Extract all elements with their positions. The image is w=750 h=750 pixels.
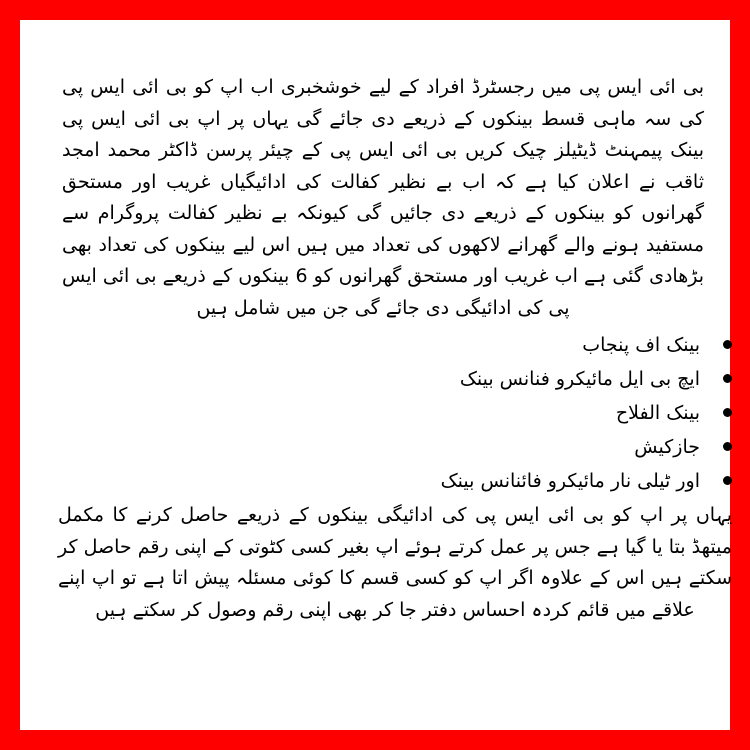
bank-name: جازکیش (634, 436, 700, 458)
bank-list-item (58, 396, 732, 430)
bank-list-item (58, 328, 732, 362)
bullet-icon (723, 442, 732, 451)
bank-list-item (58, 430, 732, 464)
bank-name: بینک اف پنجاب (582, 334, 700, 356)
article-body (58, 72, 732, 626)
intro-paragraph: بی ائی ایس پی میں رجسٹرڈ افراد کے لیے خوشخبری اب اپ کو بی ائی ایس پی کی سہ ماہی قسط بینکوں کے ذریعے دی جائے گی یہاں پر اپ بی ائی ایس پی بینک پیمہنٹ ڈیٹیلز چیک کریں بی ائی ایس پی کے چیئر پرسن ڈاکٹر محمد امجد ثاقب نے اعلان کیا ہے کہ اب بے نظیر کفالت کی ادائیگیاں غریب اور مستحق گھرانوں کو بینکوں کے ذریعے دی جائیں گی کیونکہ بے نظیر کفالت پروگرام سے مستفید ہونے والے گھرانے لاکھوں کی تعداد میں ہیں اس لیے بینکوں کی تعداد بھی بڑھادی گئی ہے اب غریب اور مستحق گھرانوں کو 6 بینکوں کے ذریعے بی ائی ایس پی کی ادائیگی دی جائے گی جن میں شامل ہیں (62, 76, 704, 319)
bullet-icon (723, 374, 732, 383)
bullet-icon (723, 408, 732, 417)
bank-list-item (58, 362, 732, 396)
bank-list (58, 328, 732, 498)
bank-name: بینک الفلاح (615, 402, 700, 424)
bank-list-item (58, 464, 732, 498)
bank-name: اور ٹیلی نار مائیکرو فائنانس بینک (440, 470, 700, 492)
bank-name: ایچ بی ایل مائیکرو فنانس بینک (459, 368, 700, 390)
outro-paragraph: یہاں پر اپ کو بی ائی ایس پی کی ادائیگی بینکوں کے ذریعے حاصل کرنے کا مکمل میتھڈ بتا یا گیا ہے جس پر عمل کرتے ہوئے اپ بغیر کسی کٹوتی کے اپنی رقم حاصل کر سکتے ہیں اس کے علاوہ اگر اپ کو کسی قسم کا کوئی مسئلہ پیش اتا ہے تو اپ اپنے علاقے میں قائم کردہ احساس دفتر جا کر بھی اپنی رقم وصول کر سکتے ہیں (58, 504, 732, 621)
bullet-icon (723, 476, 732, 485)
bullet-icon (723, 340, 732, 349)
